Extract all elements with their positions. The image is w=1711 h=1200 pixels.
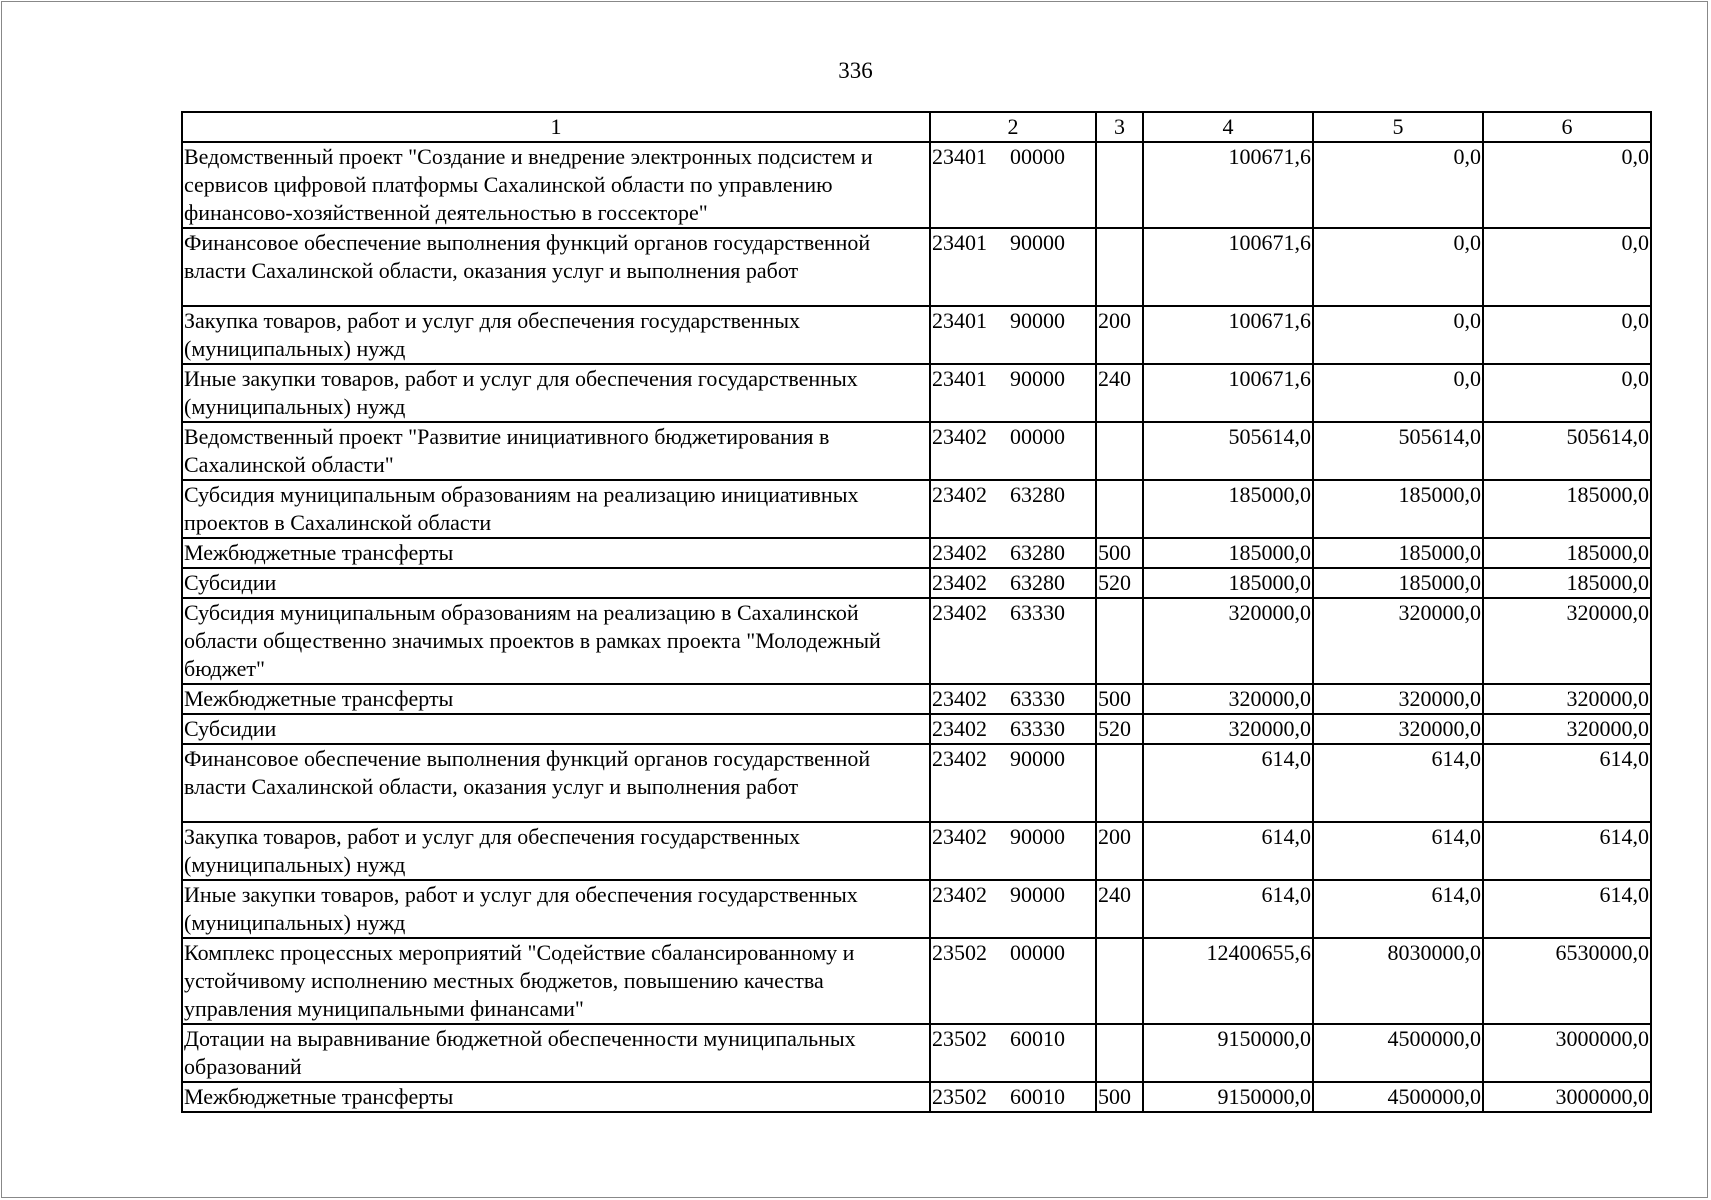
target-article-program-code: 23402 [932, 482, 987, 507]
target-article-program-code: 23401 [932, 308, 987, 333]
expense-type-cell [1096, 938, 1143, 1024]
amount-cell-col-6: 320000,0 [1483, 714, 1651, 744]
target-article-cell [930, 880, 1096, 938]
target-article-program-code: 23402 [932, 824, 987, 849]
expense-type-cell: 520 [1096, 714, 1143, 744]
table-row [182, 714, 1651, 744]
expense-type-cell [1096, 744, 1143, 822]
amount-cell-col-5: 0,0 [1313, 142, 1483, 228]
amount-cell-col-5: 614,0 [1313, 880, 1483, 938]
target-article-direction-code: 90000 [1010, 824, 1065, 849]
target-article-cell [930, 598, 1096, 684]
table-row [182, 364, 1651, 422]
expense-type-cell [1096, 598, 1143, 684]
table-row [182, 1082, 1651, 1112]
amount-cell-col-5: 320000,0 [1313, 714, 1483, 744]
row-name-cell: Межбюджетные трансферты [182, 1082, 930, 1112]
expense-type-cell: 520 [1096, 568, 1143, 598]
amount-cell-col-5: 185000,0 [1313, 538, 1483, 568]
amount-cell-col-5: 185000,0 [1313, 568, 1483, 598]
target-article-cell [930, 364, 1096, 422]
expense-type-cell: 500 [1096, 684, 1143, 714]
row-name-cell: Межбюджетные трансферты [182, 684, 930, 714]
row-name-cell: Финансовое обеспечение выполнения функций органов государственной власти Сахалинской области, оказания услуг и выполнения работ [182, 228, 930, 306]
table-row [182, 538, 1651, 568]
amount-cell-col-6: 185000,0 [1483, 480, 1651, 538]
target-article-direction-code: 00000 [1010, 144, 1065, 169]
table-row [182, 480, 1651, 538]
row-name-cell: Дотации на выравнивание бюджетной обеспеченности муниципальных образований [182, 1024, 930, 1082]
target-article-direction-code: 00000 [1010, 940, 1065, 965]
expense-type-cell [1096, 228, 1143, 306]
target-article-direction-code: 63330 [1010, 686, 1065, 711]
target-article-program-code: 23502 [932, 1026, 987, 1051]
amount-cell-col-5: 0,0 [1313, 228, 1483, 306]
target-article-program-code: 23401 [932, 230, 987, 255]
table-row [182, 306, 1651, 364]
amount-cell-col-4: 100671,6 [1143, 306, 1313, 364]
target-article-cell [930, 568, 1096, 598]
row-name-cell: Ведомственный проект "Развитие инициативного бюджетирования в Сахалинской области" [182, 422, 930, 480]
target-article-cell [930, 306, 1096, 364]
target-article-cell [930, 422, 1096, 480]
header-col-6: 6 [1483, 112, 1651, 142]
target-article-program-code: 23402 [932, 540, 987, 565]
row-name-cell: Межбюджетные трансферты [182, 538, 930, 568]
amount-cell-col-6: 3000000,0 [1483, 1082, 1651, 1112]
amount-cell-col-4: 100671,6 [1143, 364, 1313, 422]
row-name-cell: Иные закупки товаров, работ и услуг для обеспечения государственных (муниципальных) нужд [182, 880, 930, 938]
target-article-cell [930, 714, 1096, 744]
row-name-cell: Ведомственный проект "Создание и внедрение электронных подсистем и сервисов цифровой платформы Сахалинской области по управлению финансово-хозяйственной деятельностью в госсекторе" [182, 142, 930, 228]
row-name-cell: Субсидии [182, 568, 930, 598]
target-article-cell [930, 142, 1096, 228]
expense-type-cell: 200 [1096, 822, 1143, 880]
amount-cell-col-6: 6530000,0 [1483, 938, 1651, 1024]
amount-cell-col-6: 614,0 [1483, 880, 1651, 938]
target-article-direction-code: 63330 [1010, 716, 1065, 741]
amount-cell-col-6: 0,0 [1483, 306, 1651, 364]
amount-cell-col-4: 12400655,6 [1143, 938, 1313, 1024]
target-article-direction-code: 90000 [1010, 882, 1065, 907]
target-article-program-code: 23502 [932, 940, 987, 965]
header-col-3: 3 [1096, 112, 1143, 142]
amount-cell-col-4: 614,0 [1143, 822, 1313, 880]
expense-type-cell: 240 [1096, 880, 1143, 938]
expense-type-cell [1096, 1024, 1143, 1082]
amount-cell-col-4: 614,0 [1143, 744, 1313, 822]
table-header-row [182, 112, 1651, 142]
table-row [182, 684, 1651, 714]
row-name-cell: Иные закупки товаров, работ и услуг для обеспечения государственных (муниципальных) нужд [182, 364, 930, 422]
row-name-cell: Комплекс процессных мероприятий "Содействие сбалансированному и устойчивому исполнению местных бюджетов, повышению качества управления муниципальными финансами" [182, 938, 930, 1024]
expense-type-cell: 500 [1096, 1082, 1143, 1112]
budget-table [181, 111, 1652, 1113]
target-article-direction-code: 63280 [1010, 482, 1065, 507]
target-article-direction-code: 60010 [1010, 1084, 1065, 1109]
target-article-cell [930, 480, 1096, 538]
amount-cell-col-4: 505614,0 [1143, 422, 1313, 480]
amount-cell-col-6: 3000000,0 [1483, 1024, 1651, 1082]
amount-cell-col-5: 505614,0 [1313, 422, 1483, 480]
expense-type-cell [1096, 142, 1143, 228]
target-article-program-code: 23402 [932, 424, 987, 449]
amount-cell-col-4: 9150000,0 [1143, 1024, 1313, 1082]
amount-cell-col-6: 185000,0 [1483, 568, 1651, 598]
target-article-cell [930, 538, 1096, 568]
row-name-cell: Закупка товаров, работ и услуг для обеспечения государственных (муниципальных) нужд [182, 822, 930, 880]
amount-cell-col-5: 320000,0 [1313, 598, 1483, 684]
row-name-cell: Субсидии [182, 714, 930, 744]
target-article-cell [930, 744, 1096, 822]
target-article-direction-code: 90000 [1010, 366, 1065, 391]
amount-cell-col-6: 320000,0 [1483, 598, 1651, 684]
amount-cell-col-6: 320000,0 [1483, 684, 1651, 714]
target-article-cell [930, 1024, 1096, 1082]
target-article-direction-code: 00000 [1010, 424, 1065, 449]
amount-cell-col-4: 185000,0 [1143, 538, 1313, 568]
header-col-2: 2 [930, 112, 1096, 142]
row-name-cell: Финансовое обеспечение выполнения функций органов государственной власти Сахалинской области, оказания услуг и выполнения работ [182, 744, 930, 822]
amount-cell-col-4: 320000,0 [1143, 684, 1313, 714]
target-article-cell [930, 1082, 1096, 1112]
target-article-direction-code: 63280 [1010, 570, 1065, 595]
target-article-direction-code: 90000 [1010, 308, 1065, 333]
amount-cell-col-4: 185000,0 [1143, 568, 1313, 598]
amount-cell-col-5: 4500000,0 [1313, 1024, 1483, 1082]
table-row [182, 880, 1651, 938]
target-article-program-code: 23402 [932, 746, 987, 771]
amount-cell-col-6: 505614,0 [1483, 422, 1651, 480]
header-col-5: 5 [1313, 112, 1483, 142]
target-article-program-code: 23402 [932, 716, 987, 741]
target-article-direction-code: 90000 [1010, 746, 1065, 771]
amount-cell-col-6: 185000,0 [1483, 538, 1651, 568]
amount-cell-col-5: 0,0 [1313, 364, 1483, 422]
amount-cell-col-5: 614,0 [1313, 822, 1483, 880]
amount-cell-col-6: 614,0 [1483, 744, 1651, 822]
target-article-cell [930, 938, 1096, 1024]
amount-cell-col-5: 614,0 [1313, 744, 1483, 822]
amount-cell-col-5: 8030000,0 [1313, 938, 1483, 1024]
row-name-cell: Субсидия муниципальным образованиям на реализацию в Сахалинской области общественно значимых проектов в рамках проекта "Молодежный бюджет" [182, 598, 930, 684]
expense-type-cell: 200 [1096, 306, 1143, 364]
table-row [182, 142, 1651, 228]
table-row [182, 938, 1651, 1024]
target-article-direction-code: 63330 [1010, 600, 1065, 625]
header-col-4: 4 [1143, 112, 1313, 142]
amount-cell-col-4: 100671,6 [1143, 228, 1313, 306]
amount-cell-col-5: 4500000,0 [1313, 1082, 1483, 1112]
target-article-cell [930, 684, 1096, 714]
expense-type-cell: 500 [1096, 538, 1143, 568]
amount-cell-col-4: 9150000,0 [1143, 1082, 1313, 1112]
target-article-program-code: 23502 [932, 1084, 987, 1109]
target-article-program-code: 23402 [932, 570, 987, 595]
amount-cell-col-4: 185000,0 [1143, 480, 1313, 538]
target-article-program-code: 23401 [932, 366, 987, 391]
amount-cell-col-4: 614,0 [1143, 880, 1313, 938]
expense-type-cell [1096, 480, 1143, 538]
expense-type-cell: 240 [1096, 364, 1143, 422]
amount-cell-col-5: 0,0 [1313, 306, 1483, 364]
target-article-program-code: 23401 [932, 144, 987, 169]
table-row [182, 228, 1651, 306]
target-article-program-code: 23402 [932, 686, 987, 711]
target-article-direction-code: 90000 [1010, 230, 1065, 255]
row-name-cell: Закупка товаров, работ и услуг для обеспечения государственных (муниципальных) нужд [182, 306, 930, 364]
target-article-cell [930, 822, 1096, 880]
target-article-direction-code: 60010 [1010, 1026, 1065, 1051]
row-name-cell: Субсидия муниципальным образованиям на реализацию инициативных проектов в Сахалинской области [182, 480, 930, 538]
table-row [182, 598, 1651, 684]
table-row [182, 1024, 1651, 1082]
amount-cell-col-6: 0,0 [1483, 364, 1651, 422]
target-article-direction-code: 63280 [1010, 540, 1065, 565]
amount-cell-col-4: 320000,0 [1143, 714, 1313, 744]
target-article-program-code: 23402 [932, 882, 987, 907]
amount-cell-col-6: 0,0 [1483, 228, 1651, 306]
target-article-cell [930, 228, 1096, 306]
header-col-1: 1 [182, 112, 930, 142]
amount-cell-col-5: 185000,0 [1313, 480, 1483, 538]
amount-cell-col-4: 320000,0 [1143, 598, 1313, 684]
table-row [182, 568, 1651, 598]
amount-cell-col-6: 614,0 [1483, 822, 1651, 880]
amount-cell-col-6: 0,0 [1483, 142, 1651, 228]
expense-type-cell [1096, 422, 1143, 480]
amount-cell-col-4: 100671,6 [1143, 142, 1313, 228]
table-row [182, 422, 1651, 480]
page-number: 336 [838, 58, 873, 83]
target-article-program-code: 23402 [932, 600, 987, 625]
table-row [182, 744, 1651, 822]
amount-cell-col-5: 320000,0 [1313, 684, 1483, 714]
table-row [182, 822, 1651, 880]
